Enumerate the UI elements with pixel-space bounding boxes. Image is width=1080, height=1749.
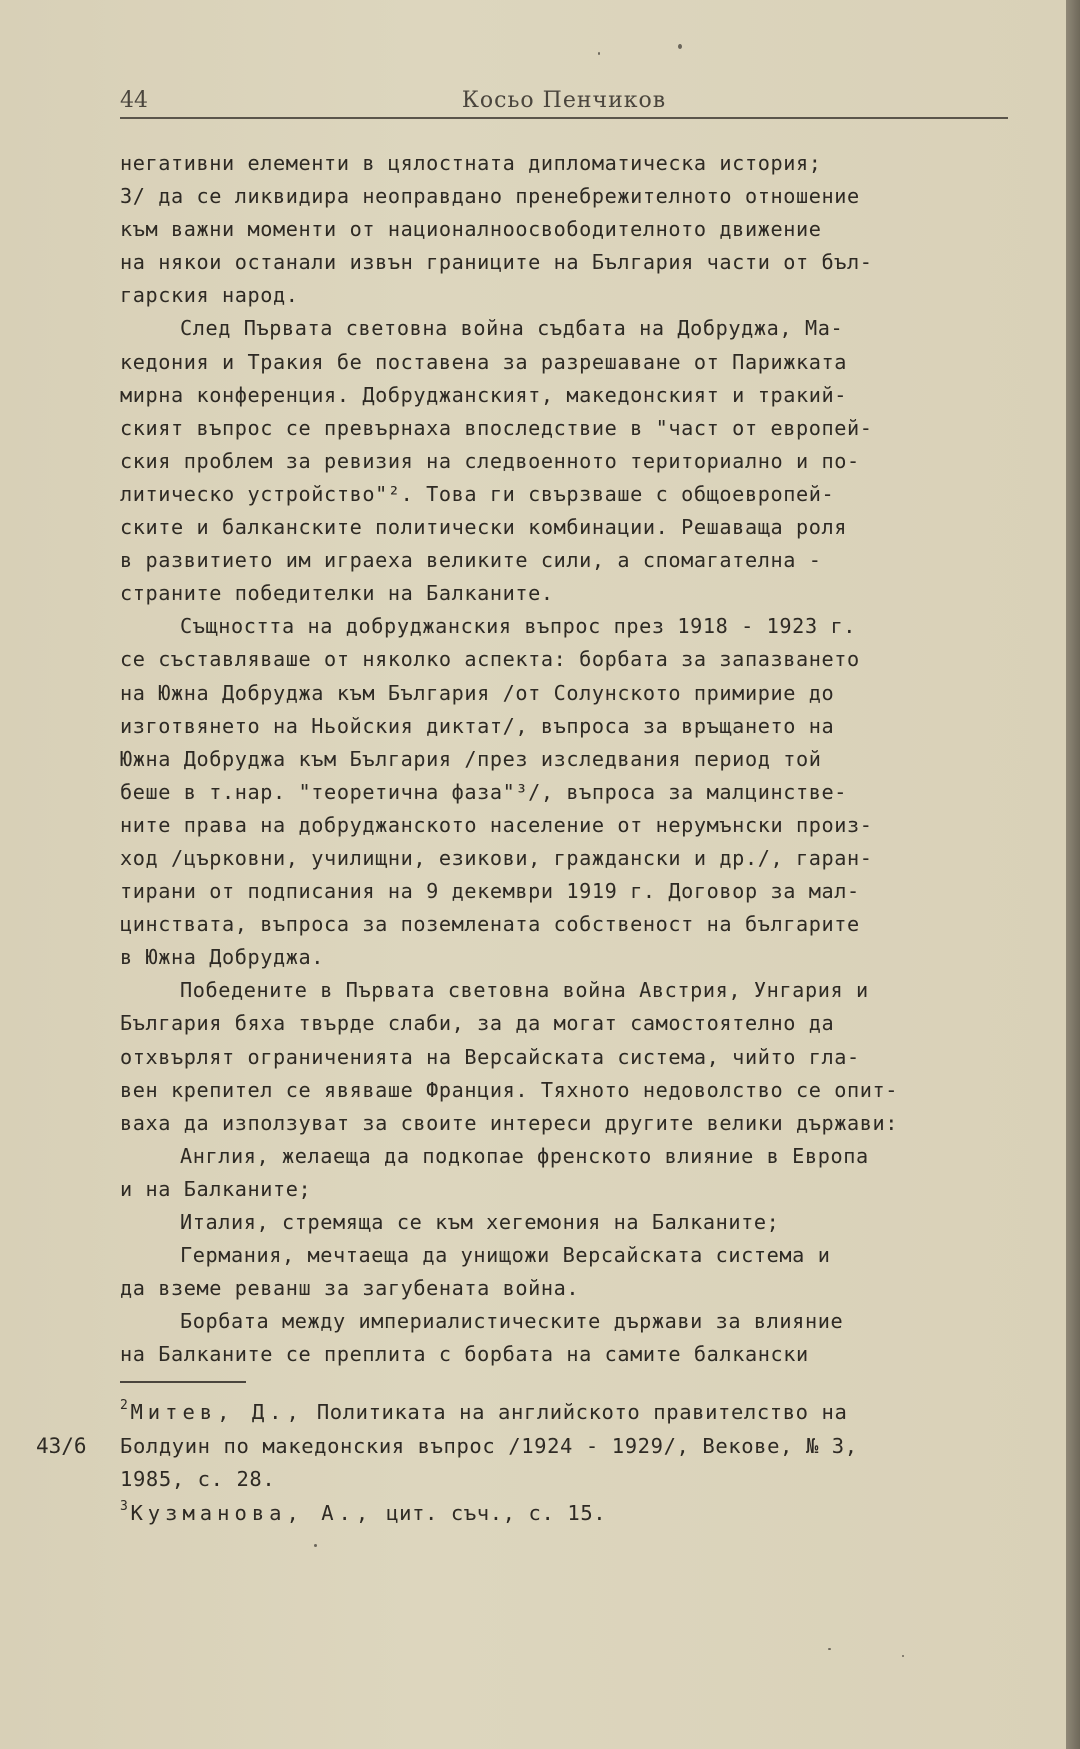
footnote-3-text: цит. съч., с. 15. [386, 1500, 607, 1525]
text-line: Южна Добруджа към България /през изследвания период той [120, 746, 822, 771]
text-line: на Балканите се преплита с борбата на самите балкански [120, 1342, 809, 1367]
running-head: Косьо Пенчиков [461, 88, 667, 113]
text-line: ският въпрос се превърнаха впоследствие в "част от европей- [120, 415, 873, 440]
paper-speck [828, 1648, 831, 1650]
paper-speck [678, 44, 682, 49]
text-line: тирани от подписания на 9 декември 1919 г. Договор за мал- [120, 879, 860, 904]
footnotes [120, 1396, 1020, 1530]
footnote-3-author: Кузманова, А., [130, 1500, 374, 1525]
text-line: България бяха твърде слаби, за да могат самостоятелно да [120, 1011, 835, 1036]
footnote-3-mark: 3 [120, 1498, 129, 1514]
text-line: 3/ да се ликвидира неоправдано пренебрежителното отношение [120, 184, 860, 209]
footnote-2-author: Митев, Д., [130, 1400, 304, 1424]
text-line: литическо устройство"². Това ги свързваше с общоевропей- [120, 481, 835, 506]
text-line: негативни елементи в цялостната дипломатическа история; [120, 151, 822, 175]
text-line: в Южна Добруджа. [120, 945, 325, 970]
text-line: ните права на добруджанското население от нерумънски произ- [120, 812, 873, 837]
text-line: Германия, мечтаеща да унищожи Версайската система и [180, 1243, 831, 1268]
page-number: 44 [120, 88, 148, 113]
footnote-2-line-1 [120, 1396, 1020, 1430]
paper-speck [902, 1655, 904, 1657]
text-line: беше в т.нар. "теоретична фаза"³/, въпроса за малцинстве- [120, 779, 847, 804]
text-line: ваха да използуват за своите интереси другите велики държави: [120, 1110, 898, 1135]
text-line: гарския народ. [120, 283, 299, 308]
text-line: в развитието им играеха великите сили, а спомагателна - [120, 548, 822, 573]
paper-speck [598, 52, 600, 55]
text-line: отхвърлят ограниченията на Версайската система, чийто гла- [120, 1044, 860, 1069]
text-line: на някои останали извън границите на България части от бъл- [120, 250, 873, 275]
page-header [120, 86, 1008, 120]
text-line: ските и балканските политически комбинации. Решаваща роля [120, 515, 847, 540]
footnote-2-mark: 2 [120, 1398, 129, 1413]
text-line: кедония и Тракия бе поставена за разрешаване от Парижката [120, 349, 847, 374]
margin-note: 43/6 [36, 1434, 87, 1458]
footnote-rule [120, 1381, 246, 1383]
text-line: ход /църковни, училищни, езикови, граждански и др./, гаран- [120, 845, 873, 870]
text-line: да вземе реванш за загубената война. [120, 1276, 580, 1301]
text-line: на Южна Добруджа към България /от Солунското примирие до [120, 680, 835, 705]
text-line: и на Балканите; [120, 1176, 312, 1201]
text-line: След Първата световна война съдбата на Добруджа, Ма- [180, 316, 844, 341]
page-edge-shadow [1066, 0, 1080, 1749]
text-line: вен крепител се явяваше Франция. Тяхното недоволство се опит- [120, 1077, 898, 1102]
body-text [120, 147, 1008, 1371]
footnote-2-line-2: Болдуин по македонския въпрос /1924 - 1929/, Векове, № 3, [120, 1433, 858, 1458]
text-line: цинствата, въпроса за поземлената собственост на българите [120, 912, 860, 937]
text-line: Същността на добруджанския въпрос през 1918 - 1923 г. [180, 614, 856, 639]
footnote-3 [120, 1497, 1020, 1531]
text-line: страните победителки на Балканите. [120, 581, 554, 606]
header-rule [120, 117, 1008, 119]
text-line: към важни моменти от националноосвободителното движение [120, 217, 822, 242]
footnote-2-title: Политиката на английското правителство на [316, 1400, 848, 1424]
paper-speck [314, 1544, 317, 1547]
text-line: Италия, стремяща се към хегемония на Балканите; [180, 1210, 780, 1234]
text-line: Англия, желаеща да подкопае френското влияние в Европа [180, 1143, 869, 1168]
text-line: изготвянето на Ньойския диктат/, въпроса за връщането на [120, 713, 835, 738]
text-line: мирна конференция. Добруджанският, македонският и тракий- [120, 382, 847, 407]
text-line: Борбата между империалистическите държави за влияние [180, 1309, 844, 1334]
footnote-2-line-3: 1985, с. 28. [120, 1467, 276, 1491]
text-line: Победените в Първата световна война Австрия, Унгария и [180, 978, 869, 1003]
text-line: се съставляваше от няколко аспекта: борбата за запазването [120, 647, 860, 672]
text-line: ския проблем за ревизия на следвоенното териториално и по- [120, 448, 860, 473]
